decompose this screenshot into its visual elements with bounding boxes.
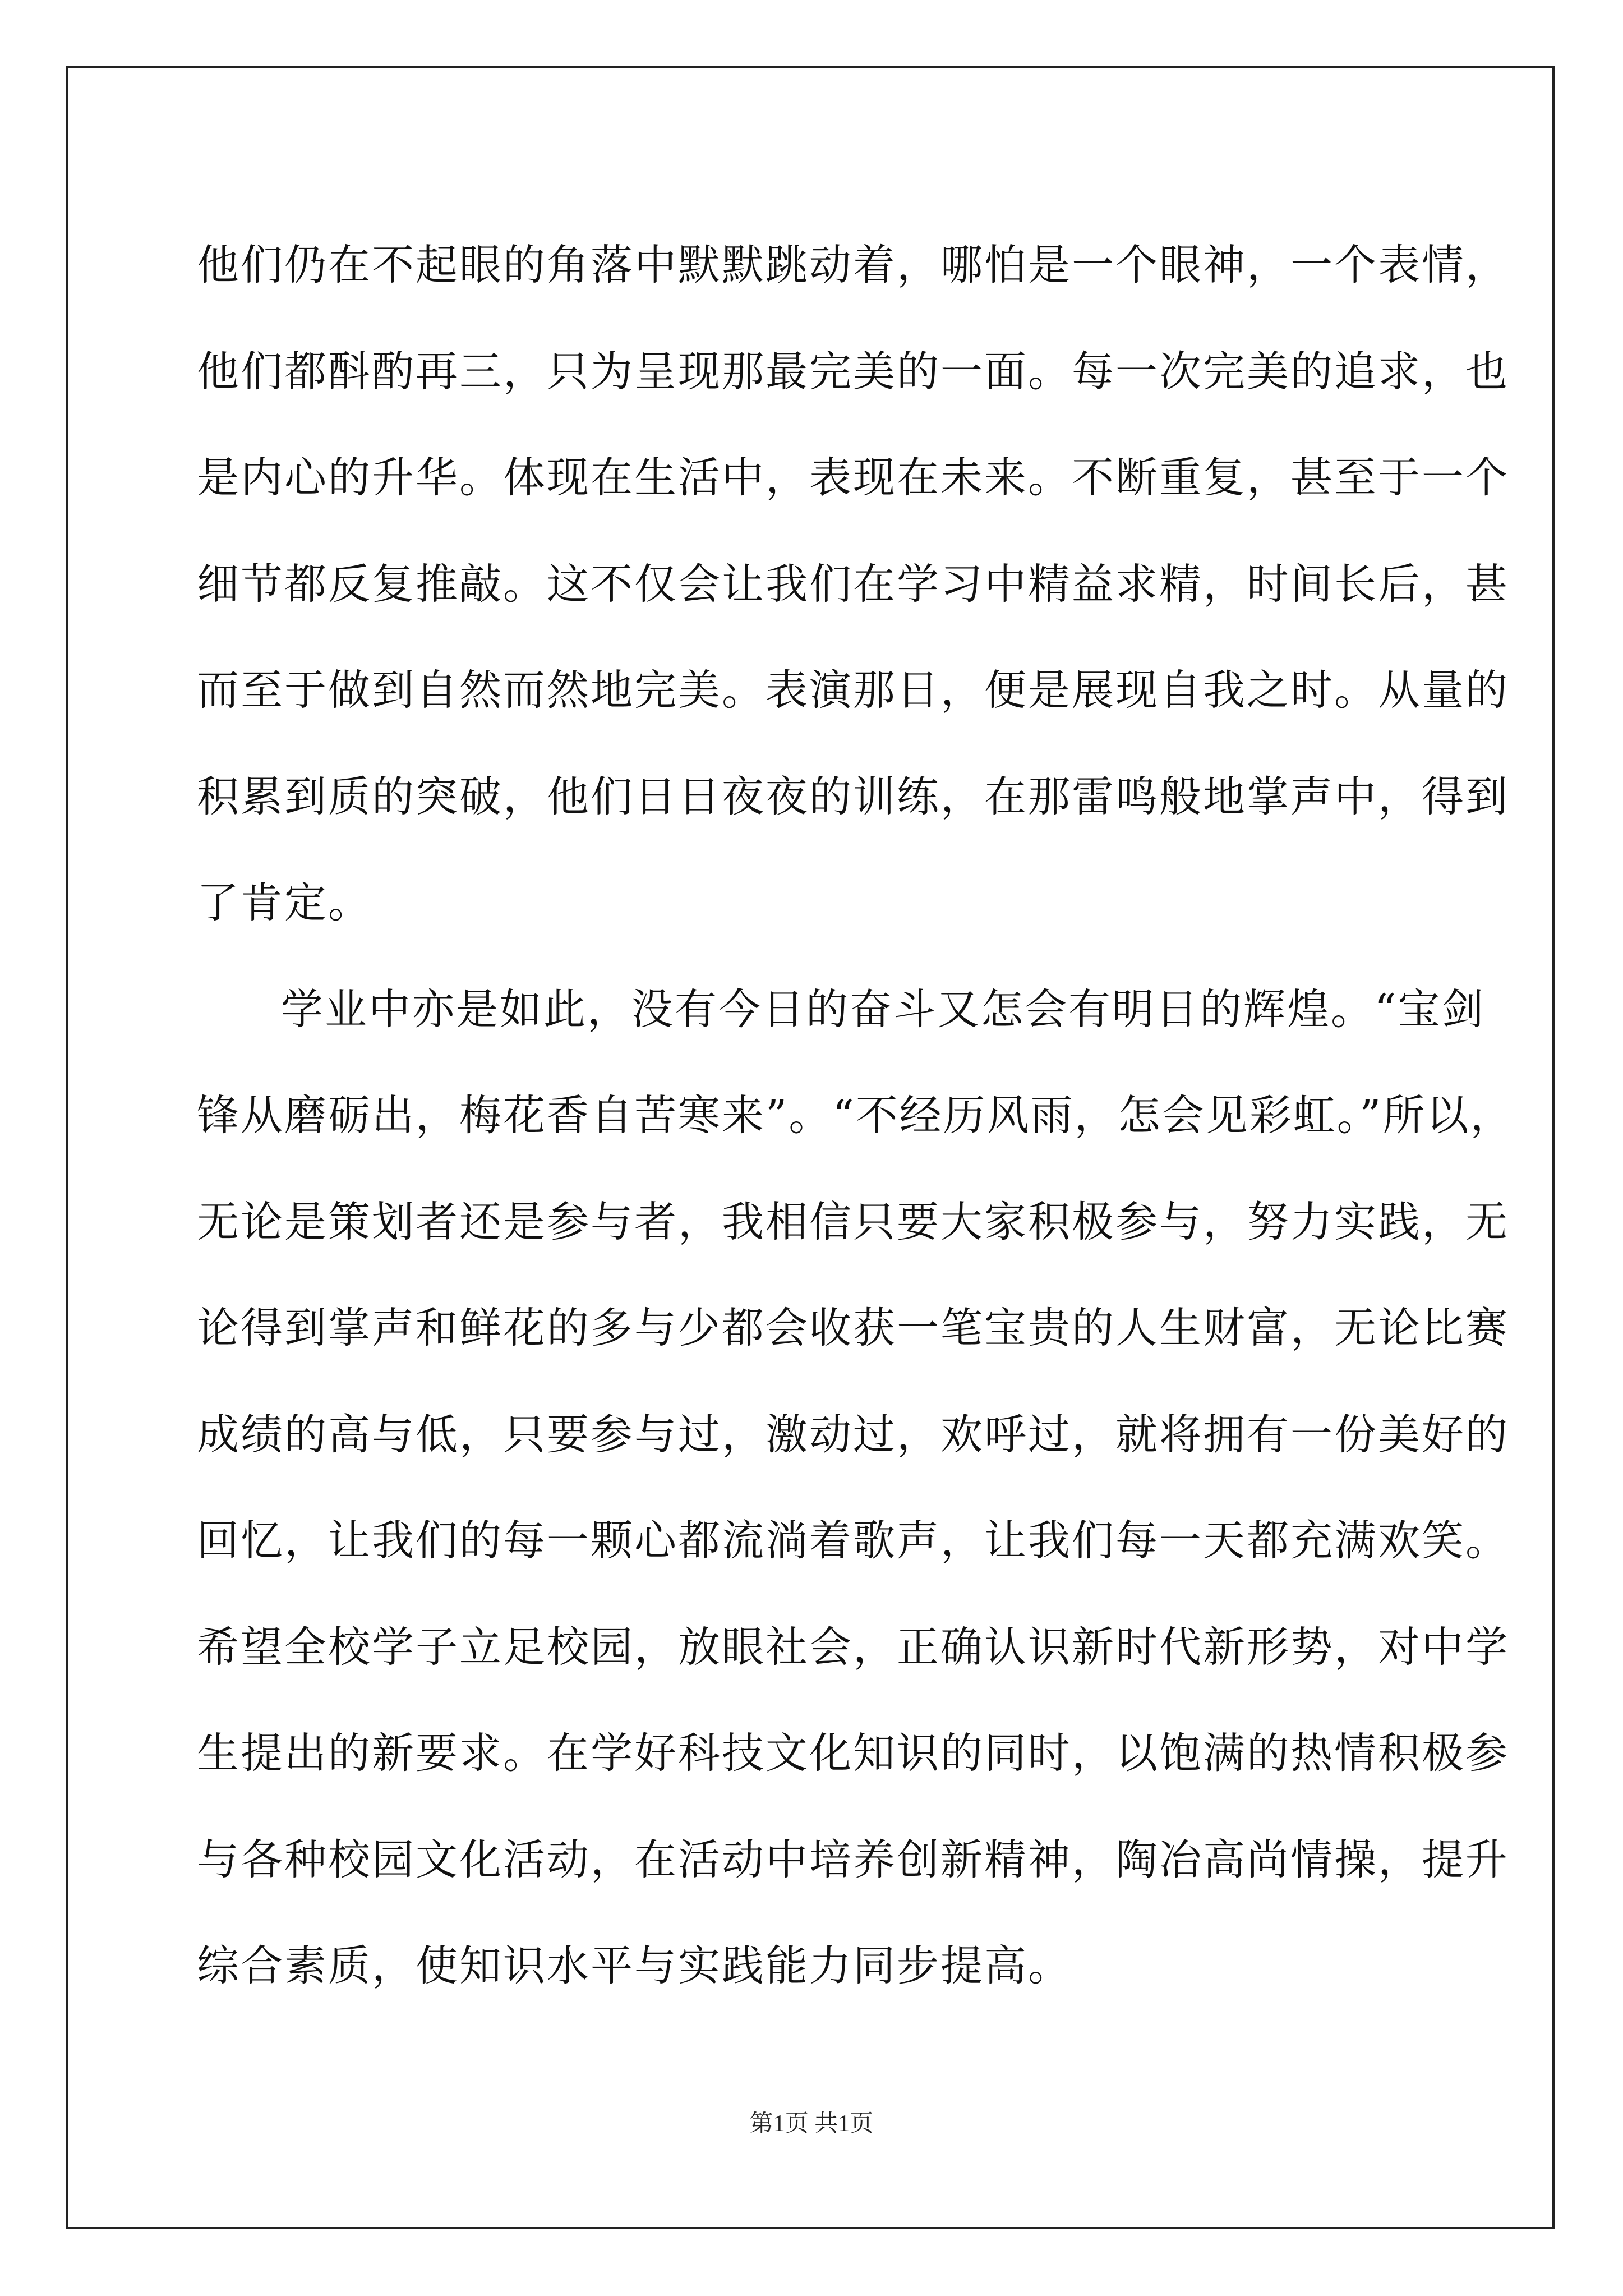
body-text	[197, 212, 1514, 2019]
text-line: 细节都反复推敲。这不仅会让我们在学习中精益求精，时间长后，甚	[197, 559, 1510, 609]
text-line: 生提出的新要求。在学好科技文化知识的同时，以饱满的热情积极参	[197, 1728, 1510, 1778]
text-line: 锋从磨砺出，梅花香自苦寒来”。“不经历风雨，怎会见彩虹。”所以，	[197, 1091, 1514, 1140]
text-line: 回忆，让我们的每一颗心都流淌着歌声，让我们每一天都充满欢笑。	[197, 1516, 1510, 1565]
text-line: 是内心的升华。体现在生活中，表现在未来。不断重复，甚至于一个	[197, 453, 1510, 502]
text-line: 学业中亦是如此，没有今日的奋斗又怎会有明日的辉煌。“宝剑	[281, 984, 1486, 1034]
text-line: 无论是策划者还是参与者，我相信只要大家积极参与，努力实践，无	[197, 1197, 1510, 1246]
text-line: 他们都酙酌再三，只为呈现那最完美的一面。每一次完美的追求，也	[197, 346, 1510, 396]
text-line: 积累到质的突破，他们日日夜夜的训练，在那雷鸣般地掌声中，得到	[197, 771, 1510, 821]
text-line: 了肯定。	[197, 878, 372, 927]
text-line: 论得到掌声和鲜花的多与少都会收获一笔宝贵的人生财富，无论比赛	[197, 1303, 1510, 1352]
text-line: 成绩的高与低，只要参与过，激动过，欢呼过，就将拥有一份美好的	[197, 1409, 1510, 1459]
text-line: 与各种校园文化活动，在活动中培养创新精神，陶冶高尚情操，提升	[197, 1834, 1510, 1884]
page-number: 第1页 共1页	[749, 2111, 874, 2137]
text-line: 他们仍在不起眼的角落中默默跳动着，哪怕是一个眼神，一个表情，	[197, 240, 1510, 289]
text-line: 希望全校学子立足校园，放眼社会，正确认识新时代新形势，对中学	[197, 1622, 1510, 1672]
text-line: 综合素质，使知识水平与实践能力同步提高。	[197, 1941, 1072, 1990]
text-line: 而至于做到自然而然地完美。表演那日，便是展现自我之时。从量的	[197, 665, 1510, 715]
